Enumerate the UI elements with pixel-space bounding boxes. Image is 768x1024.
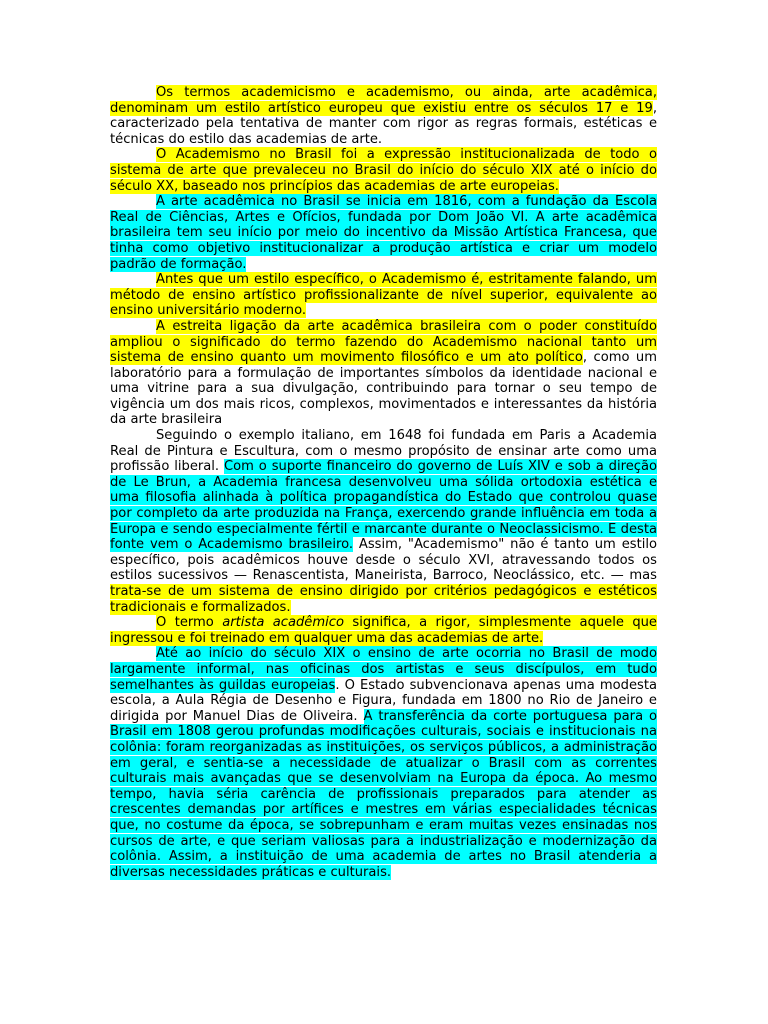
text-run: . O Estado subvencionava apenas uma modesta escola, a Aula Régia de Desenho e Figura, fundada em 1800 no Rio de Janeiro e dirigida por Manuel Dias de Oliveira.: [110, 677, 657, 724]
paragraph-p3: [110, 194, 657, 272]
highlighted-text-cyan: A arte acadêmica no Brasil se inicia em 1816, com a fundação da Escola Real de Ciências, Artes e Ofícios, fundada por Dom João VI. A arte acadêmica brasileira tem seu início por meio do incentivo da Missão Artística Francesa, que tinha como objetivo institucionalizar a produção artística e criar um modelo padrão de formação.: [110, 194, 657, 272]
paragraph-p8: [110, 646, 657, 880]
paragraph-p6: [110, 428, 657, 615]
highlighted-text-yellow: O Academismo no Brasil foi a expressão institucionalizada de todo o sistema de arte que prevaleceu no Brasil do início do século XIX até o início do século XX, baseado nos princípios das academias de arte europeias.: [110, 147, 657, 194]
paragraph-p2: [110, 147, 657, 194]
highlighted-text-yellow: artista acadêmico: [222, 615, 344, 631]
highlighted-text-cyan: Com o suporte financeiro do governo de Luís XIV e sob a direção de Le Brun, a Academia francesa desenvolveu uma sólida ortodoxia estética e uma filosofia alinhada à política propagandística do Estado que controlou quase por completo da arte produzida na França, exercendo grande influência em toda a Europa e sendo especialmente fértil e marcante durante o Neoclassicismo. E desta fonte vem o Academismo brasileiro.: [110, 459, 657, 553]
highlighted-text-yellow: O termo: [156, 615, 223, 631]
paragraph-p7: [110, 615, 657, 646]
text-run: , caracterizado pela tentativa de manter com rigor as regras formais, estéticas e técnicas do estilo das academias de arte.: [110, 100, 657, 147]
text-run: Assim, "Academismo" não é tanto um estilo específico, pois acadêmicos houve desde o século XVI, atravessando todos os estilos sucessivos — Renascentista, Maneirista, Barroco, Neoclássico, etc. — mas: [110, 537, 657, 584]
highlighted-text-cyan: Até ao início do século XIX o ensino de arte ocorria no Brasil de modo largamente informal, nas oficinas dos artistas e seus discípulos, em tudo semelhantes às guildas europeias: [110, 646, 657, 693]
text-run: Seguindo o exemplo italiano, em 1648 foi fundada em Paris a Academia Real de Pintura e Escultura, com o mesmo propósito de ensinar arte como uma profissão liberal.: [110, 428, 657, 475]
document-page: [110, 85, 657, 880]
highlighted-text-yellow: significa, a rigor, simplesmente aquele que ingressou e foi treinado em qualquer uma das academias de arte.: [110, 615, 657, 646]
text-run: , como um laboratório para a formulação de importantes símbolos da identidade nacional e uma vitrine para a sua divulgação, contribuindo para tornar o seu tempo de vigência um dos mais ricos, complexos, movimentados e interessantes da história da arte brasileira: [110, 350, 657, 428]
highlighted-text-yellow: Antes que um estilo específico, o Academismo é, estritamente falando, um método de ensino artístico profissionalizante de nível superior, equivalente ao ensino universitário moderno.: [110, 272, 657, 319]
highlighted-text-yellow: trata-se de um sistema de ensino dirigido por critérios pedagógicos e estéticos tradicionais e formalizados.: [110, 584, 657, 615]
highlighted-text-cyan: A transferência da corte portuguesa para o Brasil em 1808 gerou profundas modificações culturais, sociais e institucionais na colônia: foram reorganizadas as instituições, os serviços públicos, a administração em geral, e sentia-se a necessidade de atualizar o Brasil com as correntes culturais mais avançadas que se desenvolviam na Europa da época. Ao mesmo tempo, havia séria carência de profissionais preparados para atender as crescentes demandas por artífices e mestres em várias especialidades técnicas que, no costume da época, se sobrepunham e eram muitas vezes ensinadas nos cursos de arte, e que seriam valiosas para a industrialização e modernização da colônia. Assim, a instituição de uma academia de artes no Brasil atenderia a diversas necessidades práticas e culturais.: [110, 708, 658, 880]
highlighted-text-yellow: A estreita ligação da arte acadêmica brasileira com o poder constituído ampliou o significado do termo fazendo do Academismo nacional tanto um sistema de ensino quanto um movimento filosófico e um ato político: [110, 318, 657, 366]
highlighted-text-yellow: Os termos academicismo e academismo, ou ainda, arte acadêmica, denominam um estilo artístico europeu que existiu entre os séculos 17 e 19: [110, 85, 657, 116]
paragraph-p5: [110, 319, 657, 428]
paragraph-p1: [110, 85, 657, 147]
paragraph-p4: [110, 272, 657, 319]
